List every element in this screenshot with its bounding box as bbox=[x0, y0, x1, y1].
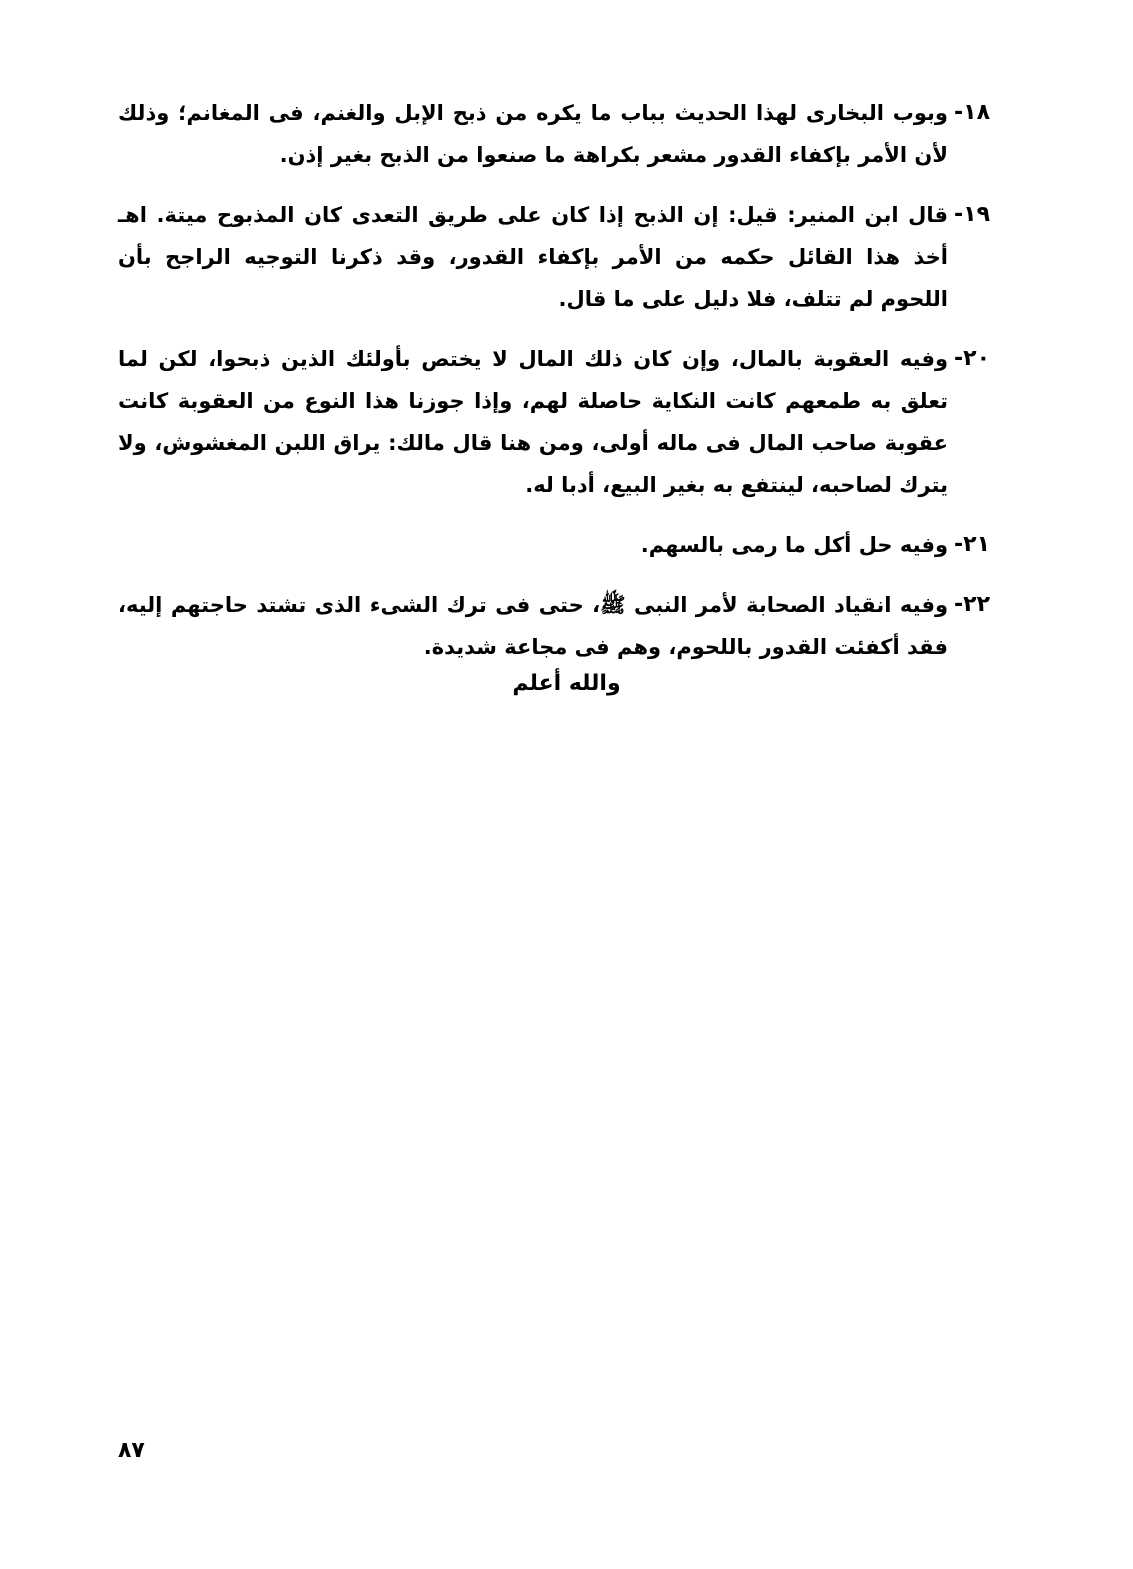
list-item bbox=[118, 524, 990, 566]
item-number: ٢٠- bbox=[954, 346, 990, 371]
item-number: ١٩- bbox=[954, 202, 990, 227]
page-number: ٨٧ bbox=[118, 1438, 145, 1463]
list-item bbox=[118, 92, 990, 176]
list-item bbox=[118, 584, 990, 668]
list-item bbox=[118, 194, 990, 320]
closing-phrase: والله أعلم bbox=[512, 671, 621, 696]
list-item bbox=[118, 338, 990, 506]
item-number: ٢٢- bbox=[954, 592, 990, 617]
item-text: وفيه انقياد الصحابة لأمر النبى ﷺ، حتى فى ترك الشىء الذى تشتد حاجتهم إليه، فقد أكفئت القدور باللحوم، وهم فى مجاعة شديدة. bbox=[118, 593, 948, 659]
commentary-list bbox=[118, 92, 990, 686]
item-text: وفيه العقوبة بالمال، وإن كان ذلك المال لا يختص بأولئك الذين ذبحوا، لكن لما تعلق به طمعهم كانت النكاية حاصلة لهم، وإذا جوزنا هذا النوع من العقوبة كانت عقوبة صاحب المال فى ماله أولى، ومن هنا قال مالك: يراق اللبن المغشوش، ولا يترك لصاحبه، لينتفع به بغير البيع، أدبا له. bbox=[118, 347, 948, 497]
item-text: قال ابن المنير: قيل: إن الذبح إذا كان على طريق التعدى كان المذبوح ميتة. اهـ أخذ هذا القائل حكمه من الأمر بإكفاء القدور، وقد ذكرنا التوجيه الراجح بأن اللحوم لم تتلف، فلا دليل على ما قال. bbox=[118, 203, 948, 311]
item-number: ٢١- bbox=[954, 532, 990, 557]
item-text: وبوب البخارى لهذا الحديث بباب ما يكره من ذبح الإبل والغنم، فى المغانم؛ وذلك لأن الأمر بإكفاء القدور مشعر بكراهة ما صنعوا من الذبح بغير إذن. bbox=[118, 101, 948, 167]
item-number: ١٨- bbox=[954, 100, 990, 125]
item-text: وفيه حل أكل ما رمى بالسهم. bbox=[640, 533, 948, 557]
